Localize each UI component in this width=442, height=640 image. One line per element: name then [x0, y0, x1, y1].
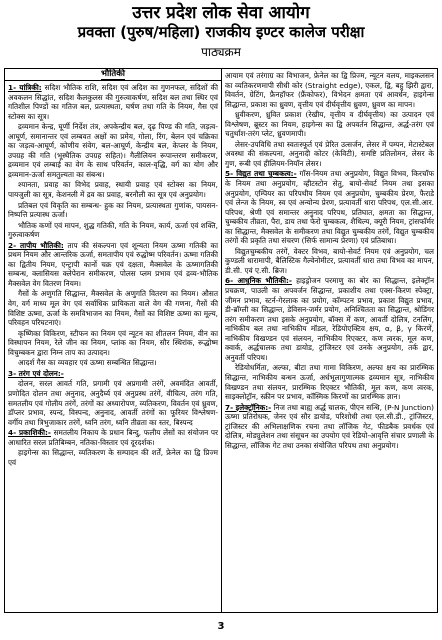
commission-title: उत्तर प्रदेश लोक सेवा आयोग — [132, 3, 310, 23]
section-heading: 5- विद्युत तथा चुम्बकत्व:- — [225, 169, 297, 179]
section-body: सदिश भौतिक राशि, सदिश एवं अदिश का गुणनफल, सदिशों की अवकलन सिद्धांत, सदिश कैलकुलस की गुरुत्वाकर्षण, सदिश बल तथा स्थिर एवं गतिशील पिण्डों का गतिज बल, प्रत्यास्थता, घर्षण तथा गति के नियम, गैस एवं स्टोक्स का सूत्र। — [8, 83, 218, 121]
subject-title-text: भौतिकी — [101, 69, 125, 79]
paragraph: हाइगेन्स का सिद्धान्त, व्यतिकरण के सम्पादन की शर्तें, फ्रेनेल का द्वि प्रिज्म एवं — [8, 448, 218, 467]
syllabus-title: पाठ्यक्रम — [201, 45, 241, 59]
paragraph: लेसर-उपविधि तथा स्वतःस्फूर्त एवं प्रेरित उत्सर्जन, लेसर में पम्पन, मेटास्टेबल अवस्था की संकल्पना, अनुनादी कोटर (केविटी), समष्टि प्रतिलोमन, लेसर के गुण, रूबी एवं हीलियम-नियॉन लेसर। — [225, 139, 434, 168]
section-body: गॉस-नियम तथा अनुप्रयोग, विद्युत विभव, किरचॉफ के नियम तथा अनुप्रयोग, व्हीटस्टोन सेतु, बायो-सेवर्ट नियम तथा इसका अनुप्रयोग, एम्पियर का परिपथीय नियम एवं अनुप्रयोग, चुम्बकीय प्रेरण, फैराडे एवं लेन्ज के नियम, स्व एवं अन्योन्य प्रेरण, प्रत्यावर्ती धारा परिपथ, एल.सी.आर. परिपथ, श्रेणी एवं समान्तर अनुनाद परिपथ, प्रतिघात, क्षमता का सिद्धान्त, चुम्बकीय तीव्रता, पैरा, डाय तथा फेरो चुम्बकत्व, शैथिल्य, क्यूरी नियम, ट्रांसफॉर्मर का सिद्धान्त, मैक्सवेल के समीकरण तथा विद्युत चुम्बकीय तरंगें, विद्युत चुम्बकीय तरंगों की प्रकृति तथा संचरण (सिर्फ सामान्य प्रेरणा) एवं प्रतिबाधा। — [225, 169, 434, 246]
paragraph: ध्रुवीकरण, ध्रुवित प्रकाश (रेखीय, वृत्तीय व दीर्घवृत्तीय) का उत्पादन एवं विश्लेषण, ब्रूस्टर का नियम, हाइगेन्स का द्वि अपवर्तन सिद्धान्त, अर्द्ध-तरंग एवं चतुर्थांश-तरंग प्लेट, ध्रुवणमापी। — [225, 110, 434, 139]
syllabus-sheet — [4, 68, 438, 613]
section-body: निज तथा बाह्य अर्द्ध चालक, पीएन सन्धि, (P-N Junction) ऊष्मा प्रतिरोधक, जेनर एवं सौर डायोड, परिशोधी तथा एल.सी.डी., ट्रांजिस्टर, ट्रांजिस्टर की अभिलाक्षणिक रचना तथा लॉजिक गेट, फीडबैक प्रवर्धक एवं दोलित्र, मोड्युलेशन तथा संसूचन का उपयोग एवं रेडियो-आवृत्ति संचार प्रणाली के सिद्धान्त, लॉजिक गेट तथा उनका संयोजित परिपथ तथा अनुप्रयोग। — [225, 402, 434, 450]
paragraph: भौतिक कणों एवं मापन, शुद्ध गतिकी, गति के नियम, कार्य, ऊर्जा एवं शक्ति, गुरुत्वाकर्षण — [8, 220, 218, 240]
page-header — [0, 0, 442, 60]
paragraph: रेडियोधर्मिता, अल्फा, बीटा तथा गामा विकिरण, अल्फा क्षय का प्रारम्भिक सिद्धान्त, नाभिकीय बन्धन ऊर्जा, अर्धभूलागुणात्मक द्रव्यमान सूत्र, नाभिकीय विखण्डन तथा संलयन, प्रारम्भिक रिएक्टर भौतिकी, मूल कण, कण त्वरक, साइक्लोट्रॉन, स्क्रीन पर प्रभाव, कॉस्मिक किरणों का प्रारम्भिक ज्ञान। — [225, 363, 434, 402]
section-heading: 7- इलेक्ट्रॉनिक:- — [225, 402, 272, 412]
paragraph: कृष्णिका विकिरण, स्टीफन का नियम एवं न्यूटन का शीतलन नियम, वीन का विस्थापन नियम, रेले जीन का नियम, प्लांक का नियम, सौर स्थिरांक, रूद्धोष्म विचुम्बकन द्वारा निम्न ताप का उत्पादन। — [8, 328, 218, 357]
exam-title: प्रवक्ता (पुरुष/महिला) राजकीय इण्टर कालेज परीक्षा — [77, 23, 365, 41]
section-thermal-physics — [8, 241, 218, 289]
paragraph: द्रव्यमान केन्द्र, घूर्णी निर्देश तंत्र, अपकेन्द्रीय बल, दृढ़ पिण्ड की गति, जड़त्व-आघूर्ण, समानान्तर एवं लम्बवत अक्षों का प्रमेय, गोला, रिंग, बेलन एवं चक्रिका का जड़त्व-आघूर्ण, कोणीय संवेग, बल-आघूर्ण, केन्द्रीय बल, केप्लर के नियम, उपग्रह की गति (भूस्थैतिक उपग्रह सहित)। गैलीलियन रूपान्तरण समीकरण, द्रव्यमान एवं लम्बाई का वेग के साथ परिवर्तन, काल-वृद्धि, वर्ग का योग और द्रव्यमान-ऊर्जा समतुल्यता का संबन्ध। — [8, 122, 218, 179]
section-body: समतलीय निकाय के प्रधान बिन्दु, फलीय लेंसों का संयोजन पर आधारित सरल प्रतिबिम्बन, नतिका-विस्तार एवं दूरदर्शक। — [8, 428, 218, 447]
section-modern-physics — [225, 276, 434, 362]
paragraph: श्यानता, प्रवाह का विभेद प्रवाह, स्थायी प्रवाह एवं स्टोक्स का नियम, पायजुली का सूत्र, केशनली में द्रव का प्रवाह, बरनौली का सूत्र एवं अनुप्रयोग। — [8, 180, 218, 200]
paragraph: प्रतिबल एवं विकृति का सम्बन्ध- हुक का नियम, प्रत्यास्थता गुणांक, पायसन-निष्पत्ति प्रत्यास्थ ऊर्जा। — [8, 200, 218, 220]
left-column — [5, 69, 222, 612]
section-heading: 1- यांत्रिकी: — [8, 83, 42, 92]
section-heading: 2- तापीय भौतिकी: — [8, 240, 64, 250]
paragraph: विद्युतचुम्बकीय तरंगें, वेक्टर विभव, बायो-सेवर्ट नियम एवं अनुप्रयोग, चल कुण्डली धारामापी, बैलिस्टिक गैल्वेनोमीटर, प्रत्यावर्ती धारा तथा विभव का मापन, डी.सी. एवं ए.सी. ब्रिज। — [225, 246, 434, 275]
right-column — [222, 69, 437, 612]
section-waves-oscillations — [8, 369, 218, 379]
section-electronics — [225, 403, 434, 451]
paragraph: दोलन, सरल आवर्त गति, प्रगामी एवं अप्रगामी तरंगें, अवमंदित आवर्ती, प्रणोदित दोलन तथा अनुनाद, अनुदैर्घ्य एवं अनुप्रस्थ तरंगें, वीचित्य, तरंग गति, समतलीय एवं गोलीय तरंगें, तरंगों का अध्यारोपण, व्यतिकरण, विवर्तन एवं ध्रुवण, डॉप्लर प्रभाव, स्पन्द, विस्पन्द, अनुनाद, आवर्ती तरंगों का फूरियर विश्लेषण- वर्गीय तथा त्रिभुजाकार तरंगें, ध्वनि तरंग, ध्वनि तीव्रता का स्तर, बिस्पन्द — [8, 379, 218, 427]
section-body: हाइड्रोजन परमाणु का बोर का सिद्धान्त, इलेक्ट्रॉन प्रचक्रण, पाउली का अपवर्जन सिद्धान्त, प्रकाशीय तथा एक्स-किरण स्पेक्ट्रा, जीमन प्रभाव, स्टर्न-गेरलाक का प्रयोग, कॉम्पटन प्रभाव, प्रकाश विद्युत प्रभाव, डी-ब्रॉग्ली का सिद्धान्त, डेविसन-जर्मर प्रयोग, अनिश्चितता का सिद्धान्त, श्रोडिंगर तरंग समीकरण तथा इसके अनुप्रयोग, बॉक्स में कण, आवर्ती दोलित्र, टनलिंग, नाभिकीय बल तथा नाभिकीय मॉडल, रेडियोएक्टिव क्षय, α, β, γ किरणें, नाभिकीय विखण्डन एवं संलयन, नाभिकीय रिएक्टर, कण त्वरक, मूल कण, क्वार्क, अर्द्धचालक तथा डायोड, ट्रांजिस्टर एवं उनके अनुप्रयोग, तर्क द्वार, अनुवर्ती परिपथ। — [225, 276, 434, 362]
optics-continued: आयाम एवं तरंगाग्र का विभाजन, फ्रेनेल का द्वि प्रिज्म, न्यूटन वलय, माइकलसन का व्यतिकरणमापी सीधी कोर (Straight edge), एकल, द्वि, बहु झिरी द्वारा, विवर्तन, ग्रेटिंग, फ्रैनहॉफर (फ्रैंकोफर), विभेदन क्षमता एवं आवर्धन, हाइगेन्स सिद्धान्त, प्रकाश का ध्रुवण, वृत्तीय एवं दीर्घवृत्तीय ध्रुवण, ध्रुवण का मापन। — [225, 71, 434, 109]
paragraph: गैसों के अणुगति सिद्धान्त, मैक्सवेल के अणुगति वितरण का नियम। औसत वेग, वर्ग माध्य मूल वेग एवं सर्वाधिक प्रायिकता वाले वेग की गणना, गैसों की विशिष्ट ऊष्मा, ऊर्जा के समविभाजन का नियम, गैसों का विशिष्ट ऊष्मा का मूल्य, परिवहन परिघटनाएं। — [8, 289, 218, 328]
section-optics — [8, 428, 218, 447]
section-mechanics — [8, 83, 218, 121]
section-heading: 6- आधुनिक भौतिकी:- — [225, 276, 292, 286]
section-heading: 3- तरंग एवं दोलन:- — [8, 368, 64, 378]
paragraph: आदर्श गैस का व्यवहार एवं ऊष्मा सम्बन्धित सिद्धान्त। — [18, 358, 157, 368]
section-heading: 4- प्रकाशिकी:- — [8, 428, 51, 438]
subject-title — [5, 69, 221, 81]
section-body: ताप की संकल्पना एवं शून्यता नियम ऊष्मा गतिकी का प्रथम नियम और आन्तरिक ऊर्जा, समतापीय एवं रुद्धोष्म परिवर्तन। ऊष्मा गतिकी का द्वितीय नियम, एन्ट्रापी कार्नो चक्र एवं दक्षता, मैक्सवेल के ऊष्मागतिकी सम्बन्ध, क्लासियस क्लेपेरान समीकरण, पोलस प्लम प्रभाव एवं द्रव्य-भौतिक मैक्सवेल वेग वितरण नियम। — [8, 240, 218, 288]
section-electricity-magnetism — [225, 169, 434, 245]
page-number: 3 — [217, 621, 225, 632]
